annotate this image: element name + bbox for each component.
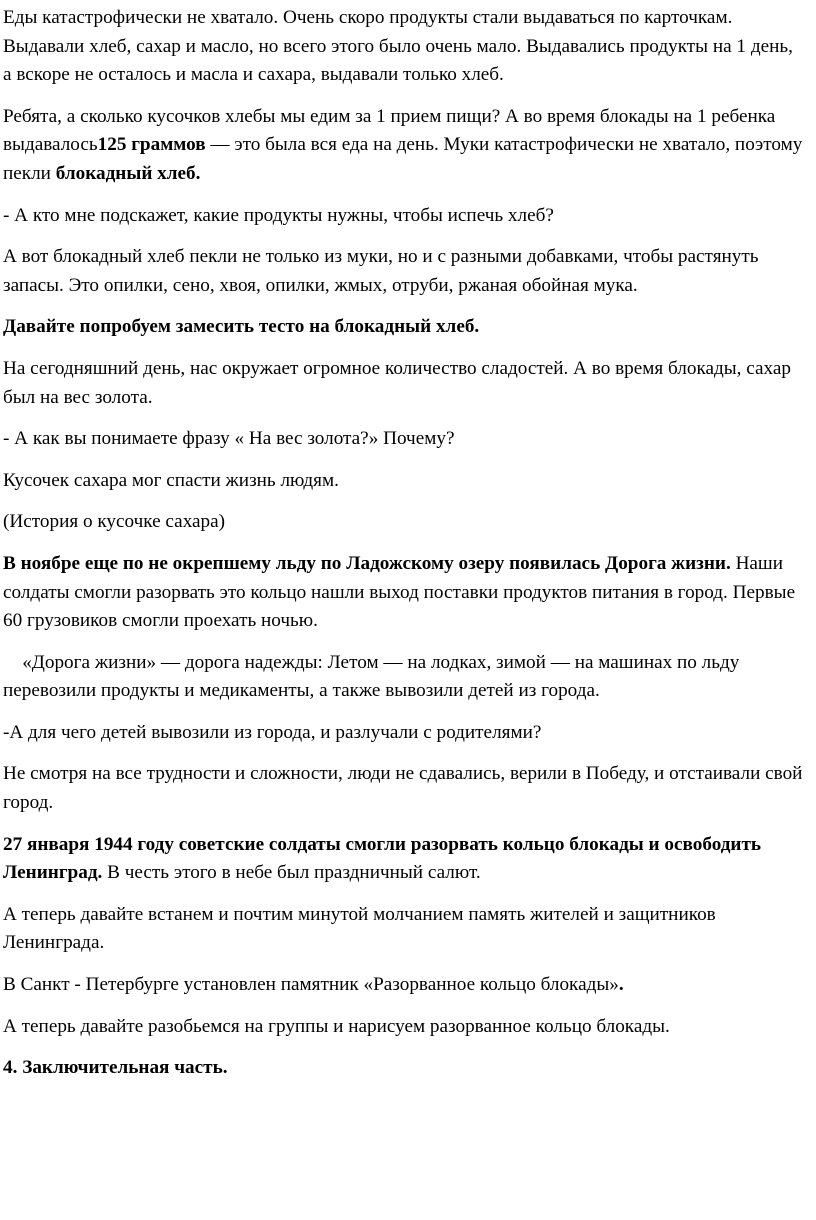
monument-text: В Санкт - Петербурге установлен памятник «Разорванное кольцо блокады»: [3, 974, 619, 996]
blockade-lifted-text: В честь этого в небе был праздничный салют.: [102, 862, 481, 884]
paragraph-sugar-saves-life: Кусочек сахара мог спасти жизнь людям.: [3, 469, 339, 491]
bread-ration-text-c: — это была вся еда на день. Муки катастрофически не хватало, поэтому пекли: [3, 134, 803, 184]
paragraph-people-defended: Не смотря на все трудности и сложности, люди не сдавались, верили в Победу, и отстаивали свой город.: [3, 763, 803, 814]
question-weight-of-gold: - А как вы понимаете фразу « На вес золота?» Почему?: [3, 428, 455, 450]
paragraph-road-of-hope: «Дорога жизни» — дорога надежды: Летом — на лодках, зимой — на машинах по льду перевозили продукты и медикаменты, а также вывозили детей из города.: [3, 651, 745, 702]
paragraph-sugar-gold: На сегодняшний день, нас окружает огромное количество сладостей. А во время блокады, сахар был на вес золота.: [3, 357, 791, 408]
question-children-evacuation: -А для чего детей вывозили из города, и разлучали с родителями?: [3, 721, 542, 743]
road-of-life-bold: В ноябре еще по не окрепшему льду по Ладожскому озеру появилась Дорога жизни.: [3, 552, 731, 574]
paragraph-minute-silence: А теперь давайте встанем и почтим минутой молчанием память жителей и защитников Ленинграда.: [3, 903, 716, 954]
paragraph-food-cards: Еды катастрофически не хватало. Очень скоро продукты стали выдаваться по карточкам. Выдавали хлеб, сахар и масло, но всего этого было очень мало. Выдавались продукты на 1 день, а вскоре не осталось и масла и сахара, выдавали только хлеб.: [3, 7, 793, 86]
paragraph-bread-additives: А вот блокадный хлеб пекли не только из муки, но и с разными добавками, чтобы растянуть запасы. Это опилки, сено, хвоя, опилки, жмых, отруби, ржаная обойная мука.: [3, 246, 759, 296]
question-bread-ingredients: - А кто мне подскажет, какие продукты нужны, чтобы испечь хлеб?: [3, 204, 554, 226]
heading-knead-dough: Давайте попробуем замесить тесто на блокадный хлеб.: [3, 316, 480, 338]
monument-period: .: [618, 974, 624, 996]
bread-ration-text-a: Ребята, а сколько кусочков хлебы мы едим за 1 прием пищи? А во время блокады на 1 ребенка выдавалось: [3, 105, 776, 156]
blockade-bread-term: блокадный хлеб.: [55, 162, 201, 184]
road-of-life-text: Наши солдаты смогли разорвать это кольцо нашли выход поставки продуктов питания в город. Первые 60 грузовиков смогли проехать ночью.: [3, 552, 796, 632]
blockade-lifted-bold: 27 января 1944 году советские солдаты смогли разорвать кольцо блокады и освободить Ленинград.: [3, 833, 762, 884]
paragraph-bread-ration: [3, 103, 803, 189]
bread-ration-amount: 125 граммов: [97, 134, 206, 156]
paragraph-blockade-lifted: [3, 831, 803, 888]
paragraph-sugar-story: (История о кусочке сахара): [3, 511, 226, 533]
paragraph-road-of-life: [3, 550, 803, 636]
paragraph-draw-ring: А теперь давайте разобьемся на группы и нарисуем разорванное кольцо блокады.: [3, 1015, 670, 1037]
paragraph-monument: [3, 971, 803, 1000]
heading-conclusion: 4. Заключительная часть.: [3, 1057, 228, 1079]
